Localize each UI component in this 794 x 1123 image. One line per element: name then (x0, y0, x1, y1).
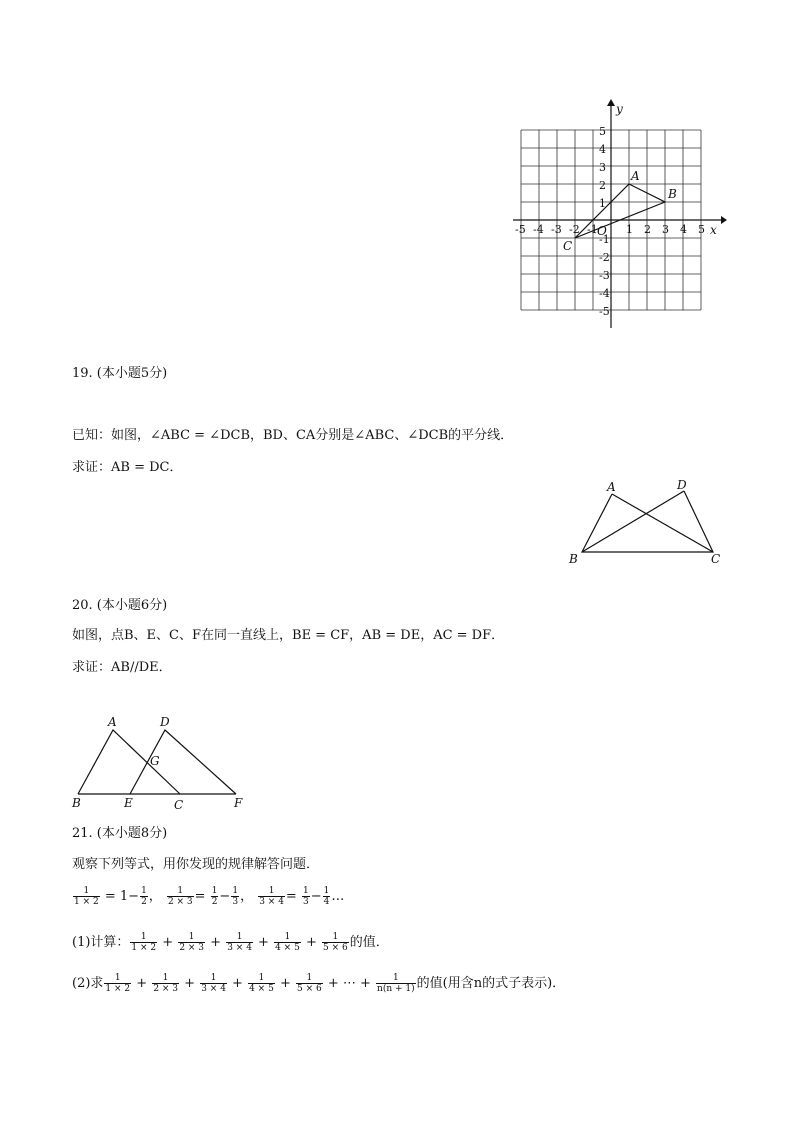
frac: $\frac{1}{4 \times 5}$ (249, 973, 274, 994)
q19-given: 已知：如图，∠ABC = ∠DCB，BD、CA分别是∠ABC、∠DCB的平分线． (72, 428, 514, 443)
q20-header: 20. (本小题6分) (72, 598, 168, 613)
y-tick-label: -2 (599, 251, 610, 264)
q21-examples: $\frac{1}{1 \times 2}$ = 1− $\frac{1}{2}$ ， $\frac{1}{2 \times 3}$ = $\frac{1}{2}$ − $\frac{1}{3}$ ， $\frac{1}{3 \times 4}$ = $\frac{1}{3}$ − $\frac{1}{4}$ … (74, 886, 345, 907)
frac: $\frac{1}{2 \times 3}$ (179, 932, 205, 953)
frac: $\frac{1}{4 \times 5}$ (275, 932, 300, 953)
q20-label-c: C (174, 798, 184, 812)
frac: $\frac{1}{2}$ (211, 886, 218, 907)
frac: $\frac{1}{1 \times 2}$ (74, 886, 99, 907)
x-tick-labels (515, 223, 705, 236)
frac: $\frac{1}{3 \times 4}$ (227, 932, 252, 953)
frac: $\frac{1}{5 \times 6}$ (322, 932, 348, 953)
q20-label-d: D (160, 715, 170, 729)
y-tick-label: -5 (599, 305, 610, 318)
q20-label-f: F (234, 796, 243, 810)
y-tick-labels (599, 125, 610, 318)
point-a-label: A (631, 169, 640, 183)
q20-given: 如图，点B、E、C、F在同一直线上，BE = CF，AB = DE，AC = DF． (72, 628, 505, 643)
frac: $\frac{1}{2 \times 3}$ (153, 973, 179, 994)
x-tick-label: 5 (698, 223, 705, 236)
frac: $\frac{1}{5 \times 6}$ (296, 973, 322, 994)
q19-label-d: D (677, 478, 687, 492)
x-tick-label: -3 (551, 223, 562, 236)
y-tick-label: -3 (599, 269, 610, 282)
q20-label-b: B (72, 796, 81, 810)
frac: $\frac{1}{3}$ (302, 886, 309, 907)
q21-part1: (1)计算： $\frac{1}{1 \times 2}$ + $\frac{1}{2 \times 3}$ + $\frac{1}{3 \times 4}$ + $\frac{1}{4 \times 5}$ + $\frac{1}{5 \times 6}$ 的值． (72, 932, 389, 953)
q20-triangle-abc (78, 730, 180, 794)
q19-figure (565, 478, 730, 570)
point-b-label: B (668, 187, 677, 201)
y-tick-label: -1 (599, 233, 610, 246)
frac: $\frac{1}{4}$ (323, 886, 330, 907)
q19-label-a: A (607, 480, 616, 494)
y-tick-label: 5 (599, 125, 606, 138)
frac: $\frac{1}{3}$ (232, 886, 239, 907)
frac: $\frac{1}{2}$ (141, 886, 147, 907)
q20-prove: 求证：AB//DE． (72, 660, 172, 675)
x-tick-label: -1 (587, 223, 598, 236)
x-tick-label: -5 (515, 223, 526, 236)
q21-header: 21. (本小题8分) (72, 826, 168, 841)
y-tick-label: 3 (599, 161, 606, 174)
x-tick-label: 2 (644, 223, 651, 236)
q20-label-a: A (108, 715, 117, 729)
q20-figure (68, 712, 253, 816)
x-tick-label: 4 (680, 223, 687, 236)
q19-prove: 求证：AB = DC． (72, 460, 183, 475)
y-axis-arrow (607, 99, 615, 106)
q20-label-g: G (150, 754, 160, 768)
frac: $\frac{1}{3 \times 4}$ (201, 973, 226, 994)
frac: $\frac{1}{3 \times 4}$ (259, 886, 284, 907)
q19-shape (582, 491, 713, 552)
y-tick-label: -4 (599, 287, 610, 300)
frac: $\frac{1}{1 \times 2}$ (105, 973, 131, 994)
q19-label-c: C (711, 552, 721, 566)
q19-label-b: B (569, 552, 578, 566)
q21-part2: (2)求 $\frac{1}{1 \times 2}$ + $\frac{1}{2 \times 3}$ + $\frac{1}{3 \times 4}$ + $\frac{1}{4 \times 5}$ + $\frac{1}{5 \times 6}$ + ⋯ + $\frac{1}{n(n + 1)}$ 的值(用含n的式子表示)． (72, 973, 566, 994)
frac: $\frac{1}{1 \times 2}$ (131, 932, 157, 953)
x-axis-label: x (710, 223, 717, 237)
frac: $\frac{1}{2 \times 3}$ (167, 886, 193, 907)
x-tick-label: 3 (662, 223, 669, 236)
x-tick-label: -2 (569, 223, 580, 236)
y-axis-label: y (616, 102, 623, 116)
q20-label-e: E (124, 796, 133, 810)
q19-header: 19. (本小题5分) (72, 366, 168, 381)
frac: $\frac{1}{n(n + 1)}$ (377, 973, 415, 994)
x-tick-label: -4 (533, 223, 544, 236)
y-tick-label: 1 (599, 197, 606, 210)
origin-label: O (597, 224, 607, 238)
q19-segment-ac (612, 494, 713, 552)
y-tick-label: 2 (599, 179, 606, 192)
point-c-label: C (563, 239, 573, 253)
coordinate-grid-figure (505, 98, 730, 333)
x-tick-label: 1 (626, 223, 633, 236)
x-axis-arrow (721, 216, 727, 224)
q21-intro: 观察下列等式，用你发现的规律解答问题． (72, 857, 320, 872)
y-tick-label: 4 (599, 143, 606, 156)
